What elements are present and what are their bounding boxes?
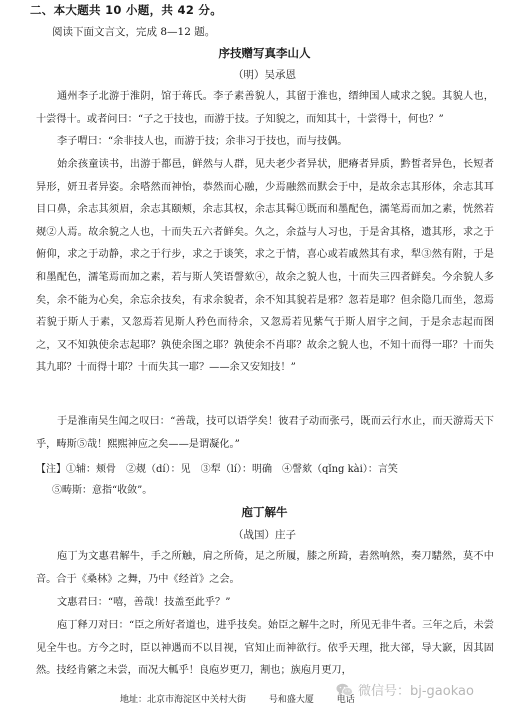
section-title: 二、本大题共 10 小题，共 42 分。: [30, 3, 223, 17]
passage1-title: 序技赠写真李山人: [218, 46, 311, 60]
watermark: [336, 680, 474, 699]
wechat-icon: [336, 683, 353, 697]
passage2-author: （战国）庄子: [233, 529, 296, 541]
passage2-title: 庖丁解牛: [241, 505, 288, 519]
passage1-paragraph-4: 于是淮南吴生闻之叹曰：“善哉，技可以语学矣！彼君子动而张弓，既而云行水止，而天游焉天下乎，畴斯⑤哉！熙熙神应之矣——是谓凝化。”: [36, 416, 494, 450]
passage2-paragraph-1: 庖丁为文惠君解牛，手之所触，肩之所倚，足之所履，膝之所踦，砉然响然，奏刀騞然，莫不中音。合于《桑林》之舞，乃中《经首》之会。: [36, 551, 494, 585]
notes-line-1: 【注】①辅：颊骨 ②觌（dí）：见 ③犁（lí）：明确 ④謦欬（qǐng kài）：言笑: [36, 464, 398, 475]
footer-phone: 电话: [336, 695, 355, 705]
watermark-text: 微信号：bj-gaokao: [358, 684, 474, 699]
passage2-paragraph-3: 庖丁释刀对曰：“臣之所好者道也，进乎技矣。始臣之解牛之时，所见无非牛者。三年之后，未尝见全牛也。方今之时，臣以神遇而不以目视，官知止而神欲行。依乎天理，批大郤，导大窾，因其固然。技经肯綮之未尝，而况大軱乎！良庖岁更刀，割也；族庖月更刀，: [36, 620, 494, 677]
passage2-paragraph-2: 文惠君曰：“嘻，善哉！技盖至此乎？”: [57, 597, 231, 608]
instruction: 阅读下面文言文，完成 8—12 题。: [52, 26, 216, 38]
footer-building: 号和盛大厦: [268, 695, 314, 705]
footer-address: 地址：北京市海淀区中关村大街: [120, 695, 247, 705]
passage1-paragraph-1: 通州李子北游于淮阴，馆于蒋氏。李子素善貌人，其留于淮也，缙绅国人咸求之貌。其貌人也，十尝得十。或者问曰：“子之于技也，而游于技。子知貌之，而知其十，十尝得十，何也？”: [36, 91, 494, 125]
passage1-author: （明）吴承恩: [233, 69, 296, 81]
notes-line-2: ⑤畴斯：意指“收敛”。: [52, 485, 153, 496]
passage1-paragraph-2: 李子喟曰：“余非技人也，而游于技；余非习于技也，而与技偶。: [57, 136, 348, 147]
passage1-paragraph-3: 始余孩童读书，出游于都邑，鲜然与人群，见夫老少者异状，肥瘠者异质，黔皙者异色，长短者异形，妍丑者异姿。余嗒然而神怡，恭然而心融，少焉融然而默会于中，是故余志其形体，余志其耳目口鼻，余志其须眉，余志其颐颊，余志其权，余志其髯①既而和墨配色，濡笔焉而加之素，恍然若觌②人焉。故余貌之人也，十而失五六者鲜矣。久之，余益与人习也，于是舍其格，遗其形，求之于俯仰，求之于动静，求之于行步，求之于谈笑，求之于情，喜心或若戚然其有求，犁③然有附，于是和墨配色，濡笔焉而加之素，若与斯人笑语謦欬④，故余之貌人也，十而失三四者鲜矣。今余貌人多矣，余不能为心矣，余忘余技矣，有求余貌者，余不知其貌若是邪？忽若是耶？但余隐几而坐，忽焉若貌于斯人于素，又忽焉若见斯人矜色而待余，又忽焉若见紫气于斯人眉宇之间，于是余志起而图之，又不知孰使余志起耶？孰使余图之耶？孰使余不肖耶？故余之貌人也，不知十而得一耶？十而失其九耶？十而得十耶？十而失其一耶？——余又安知技！”: [36, 159, 494, 374]
